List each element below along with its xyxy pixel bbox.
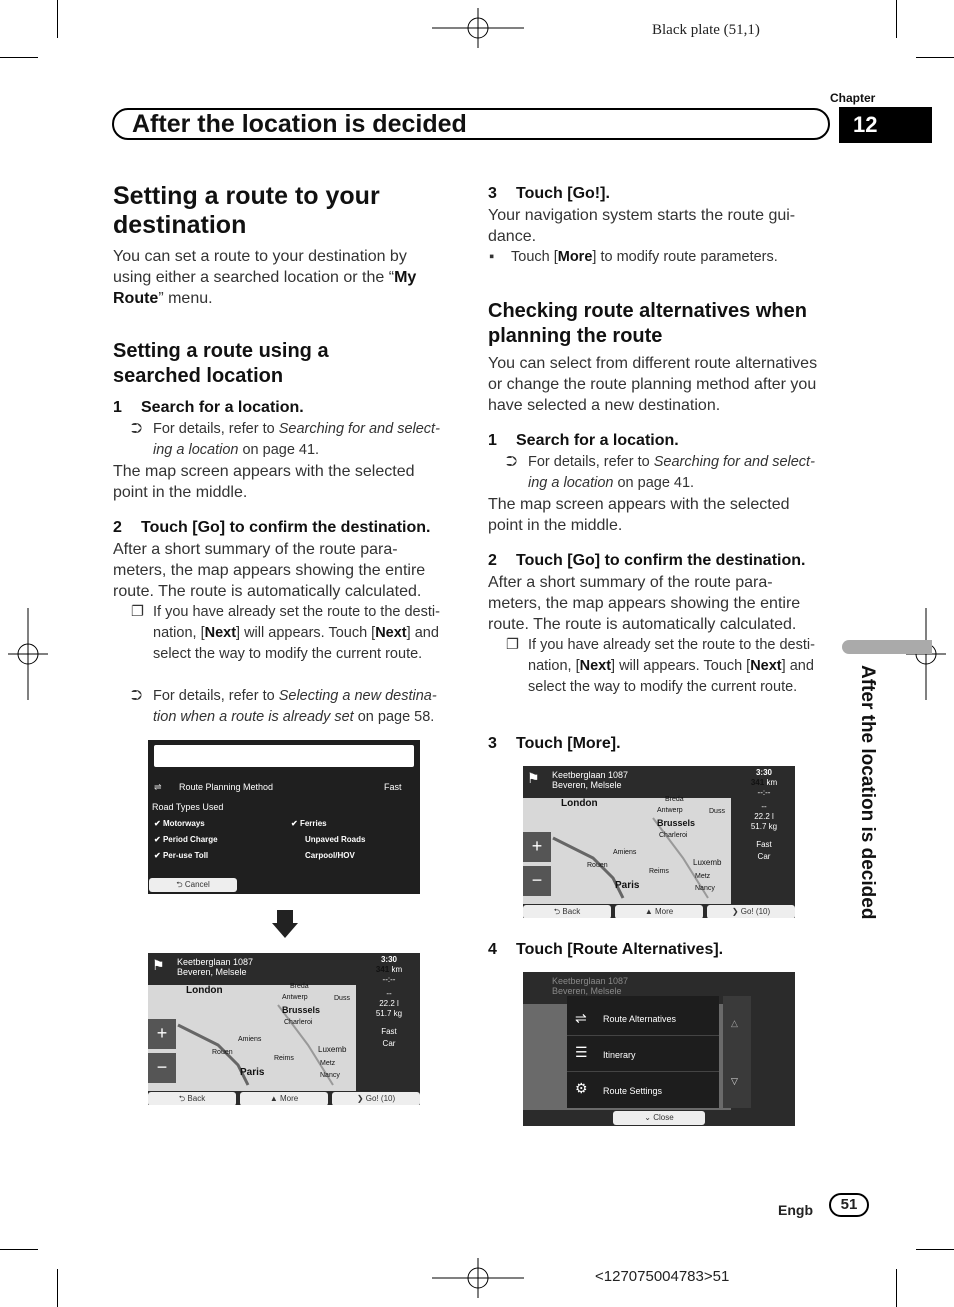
step-heading: 4 Touch [Route Alternatives]. [488, 941, 724, 958]
check-icon: ✔ [154, 851, 163, 860]
zoom-in-icon[interactable]: + [148, 1019, 176, 1049]
map-city: Metz [695, 873, 711, 880]
zoom-in-icon[interactable]: + [523, 832, 551, 862]
road-type-option[interactable]: ✔ Ferries [291, 819, 327, 828]
crop-mark [896, 0, 897, 38]
reference-note: ⮊ For details, refer to Searching for and select-ing a location on page 41. [131, 421, 440, 458]
step-heading: 1 Search for a location. [113, 399, 304, 416]
map-city: Reims [274, 1055, 294, 1062]
crop-mark [0, 57, 38, 58]
destination-flag-icon: ⚑ [527, 770, 540, 786]
page-number: 51 [829, 1193, 869, 1217]
route-map-screenshot [523, 766, 795, 918]
scroll-down-icon[interactable]: ▽ [731, 1076, 738, 1086]
map-city: Breda [665, 796, 684, 803]
map-city: Breda [290, 983, 309, 990]
zoom-out-icon[interactable]: − [148, 1053, 176, 1083]
step-body: After a short summary of the route para-meters, the map appears showing the entire route. The route is automatically calculated. [488, 574, 801, 633]
section-title: Setting a route to your destination [113, 182, 380, 239]
language-code: Engb [778, 1202, 813, 1218]
map-city: London [561, 798, 598, 809]
map-city: Rouen [212, 1049, 233, 1056]
road-type-column-1 [154, 816, 218, 864]
menu-item-route-settings[interactable] [567, 1072, 719, 1108]
itinerary-icon: ☰ [575, 1044, 588, 1060]
menu-item-route-alternatives[interactable] [567, 1002, 719, 1036]
go-button[interactable]: ❯ Go! (10) [707, 905, 795, 918]
road-types-label: Road Types Used [152, 802, 224, 812]
checkbox-bullet-icon: ❐ [131, 604, 144, 620]
crop-mark [0, 1249, 38, 1250]
checkbox-note: ❐ If you have already set the route to the desti-nation, [Next] will appears. Touch [Next] and select the way to modify the current route. [131, 604, 440, 662]
registration-mark [432, 8, 524, 48]
map-city: Charleroi [659, 832, 688, 839]
registration-mark [8, 608, 48, 700]
map-city: Duss [709, 808, 725, 815]
go-arrow-icon: ❯ [356, 1094, 366, 1103]
chapter-number: 12 [839, 107, 932, 143]
menu-item-itinerary[interactable] [567, 1036, 719, 1072]
map-city: Paris [615, 880, 640, 891]
road-type-option[interactable]: Unpaved Roads [305, 835, 366, 844]
step-heading: 2 Touch [Go] to confirm the destination. [488, 552, 806, 569]
chapter-title: After the location is decided [112, 108, 830, 140]
trip-info-panel: 3:30 341 km --:-- -- 22.2 l 51.7 kg Fast Car [750, 768, 778, 861]
back-arrow-icon: ⮌ [553, 907, 563, 916]
reference-note: ⮊ For details, refer to Selecting a new destina-tion when a route is already set on page 58. [131, 688, 437, 725]
menu-item-label: Route Settings [603, 1086, 663, 1096]
go-button[interactable]: ❯ Go! (10) [332, 1092, 420, 1105]
menu-item-label: Route Alternatives [603, 1014, 677, 1024]
crop-mark [896, 1269, 897, 1307]
menu-item-label: Itinerary [603, 1050, 636, 1060]
intro-paragraph: You can set a route to your destination by using either a searched location or the “My Route” menu. [113, 248, 417, 307]
arrow-bullet-icon: ⮊ [131, 688, 143, 704]
scroll-up-icon[interactable]: △ [731, 1018, 738, 1028]
crop-mark [916, 1249, 954, 1250]
more-button[interactable]: ▲ More [240, 1092, 328, 1105]
road-type-option[interactable]: ✔ Motorways [154, 819, 205, 828]
map-city: Antwerp [282, 994, 308, 1001]
route-planning-label[interactable]: Route Planning Method [179, 782, 274, 792]
destination-address-dimmed: Keetberglaan 1087 Beveren, Melsele [552, 976, 629, 996]
subsection-title: Checking route alternatives when planning the route [488, 300, 807, 347]
chapter-label: Chapter [830, 91, 876, 105]
route-map-screenshot [148, 953, 420, 1105]
more-button[interactable]: ▲ More [615, 905, 703, 918]
more-menu-screenshot [523, 972, 795, 1126]
checkbox-note: ❐ If you have already set the route to the desti-nation, [Next] will appears. Touch [Next] and select the way to modify the current route. [506, 637, 815, 695]
back-button[interactable]: ⮌ Back [523, 905, 611, 918]
road-type-option[interactable]: ✔ Per-use Toll [154, 851, 209, 860]
arrow-bullet-icon: ⮊ [506, 454, 518, 470]
trip-info-panel: 3:30 341 km --:-- -- 22.2 l 51.7 kg Fast Car [375, 955, 403, 1048]
step-heading: 1 Search for a location. [488, 432, 679, 449]
plate-label: Black plate (51,1) [652, 22, 760, 38]
subsection-title: Setting a route using a searched location [113, 340, 329, 387]
bullet-note: ▪ Touch [More] to modify route parameters. [471, 247, 816, 268]
check-icon: ✔ [154, 819, 163, 828]
map-city: Nancy [695, 885, 715, 892]
crop-mark [916, 57, 954, 58]
map-city: Luxemb [318, 1045, 347, 1054]
road-type-option[interactable]: ✔ Period Charge [154, 835, 218, 844]
map-city: Luxemb [693, 858, 722, 867]
map-city: Rouen [587, 862, 608, 869]
destination-address: Keetberglaan 1087 Beveren, Melsele [552, 770, 629, 790]
back-arrow-icon: ⮌ [176, 880, 185, 889]
back-arrow-icon: ⮌ [178, 1094, 188, 1103]
step-heading: 3 Touch [More]. [488, 735, 621, 752]
crop-mark [57, 1269, 58, 1307]
cancel-button[interactable]: ⮌ Cancel [149, 878, 237, 892]
arrow-bullet-icon: ⮊ [131, 421, 143, 437]
map-city: Amiens [613, 849, 637, 856]
reference-note: ⮊ For details, refer to Searching for and select-ing a location on page 41. [506, 454, 815, 491]
check-icon: ✔ [291, 819, 300, 828]
destination-address: Keetberglaan 1087 Beveren, Melsele [177, 957, 254, 977]
step-body: The map screen appears with the selected point in the middle. [488, 496, 790, 534]
intro-paragraph: You can select from different route alternatives or change the route planning method after you have selected a new destination. [488, 355, 818, 414]
crop-mark [57, 0, 58, 38]
road-type-column-2 [291, 816, 365, 864]
map-city: Duss [334, 995, 350, 1002]
map-city: Reims [649, 868, 669, 875]
side-tab-text: After the location is decided [857, 665, 878, 920]
step-body: Your navigation system starts the route gui-dance. [488, 207, 796, 245]
map-city: Charleroi [284, 1019, 313, 1026]
map-area [523, 798, 731, 904]
step-heading: 3 Touch [Go!]. [488, 185, 610, 202]
go-arrow-icon: ❯ [731, 907, 741, 916]
registration-mark [906, 608, 946, 700]
step-body: After a short summary of the route para-meters, the map appears showing the entire route. The route is automatically calculated. [113, 541, 426, 600]
document-code: <127075004783>51 [595, 1268, 730, 1285]
step-body: The map screen appears with the selected point in the middle. [113, 463, 415, 501]
route-icon: ⇌ [154, 782, 162, 792]
check-icon: ✔ [154, 835, 163, 844]
destination-flag-icon: ⚑ [152, 957, 165, 973]
map-city: Amiens [238, 1036, 262, 1043]
route-settings-icon: ⚙ [575, 1080, 588, 1096]
scroll-bar[interactable] [723, 996, 751, 1108]
road-type-option[interactable]: Carpool/HOV [305, 851, 355, 860]
map-city: Brussels [657, 818, 696, 828]
close-button[interactable]: ⌄ Close [613, 1111, 705, 1125]
more-triangle-icon: ▲ [269, 1094, 280, 1103]
route-planning-value: Fast [384, 782, 402, 792]
map-area [148, 985, 356, 1091]
step-heading: 2 Touch [Go] to confirm the destination. [113, 519, 431, 536]
map-city: London [186, 985, 223, 996]
title-field [154, 745, 414, 767]
more-triangle-icon: ▲ [644, 907, 655, 916]
square-bullet-icon: ▪ [489, 249, 495, 265]
route-options-screenshot [148, 740, 420, 894]
map-city: Nancy [320, 1072, 340, 1079]
registration-mark [432, 1258, 524, 1298]
close-chevron-icon: ⌄ [644, 1113, 654, 1122]
side-tab-marker [842, 640, 932, 654]
map-city: Brussels [282, 1005, 321, 1015]
menu-panel [567, 996, 719, 1108]
map-city: Metz [320, 1060, 336, 1067]
map-city: Antwerp [657, 807, 683, 814]
down-arrow-icon [272, 910, 298, 938]
route-alternatives-icon: ⇌ [575, 1010, 587, 1026]
zoom-out-icon[interactable]: − [523, 866, 551, 896]
map-city: Paris [240, 1067, 265, 1078]
back-button[interactable]: ⮌ Back [148, 1092, 236, 1105]
checkbox-bullet-icon: ❐ [506, 637, 519, 653]
